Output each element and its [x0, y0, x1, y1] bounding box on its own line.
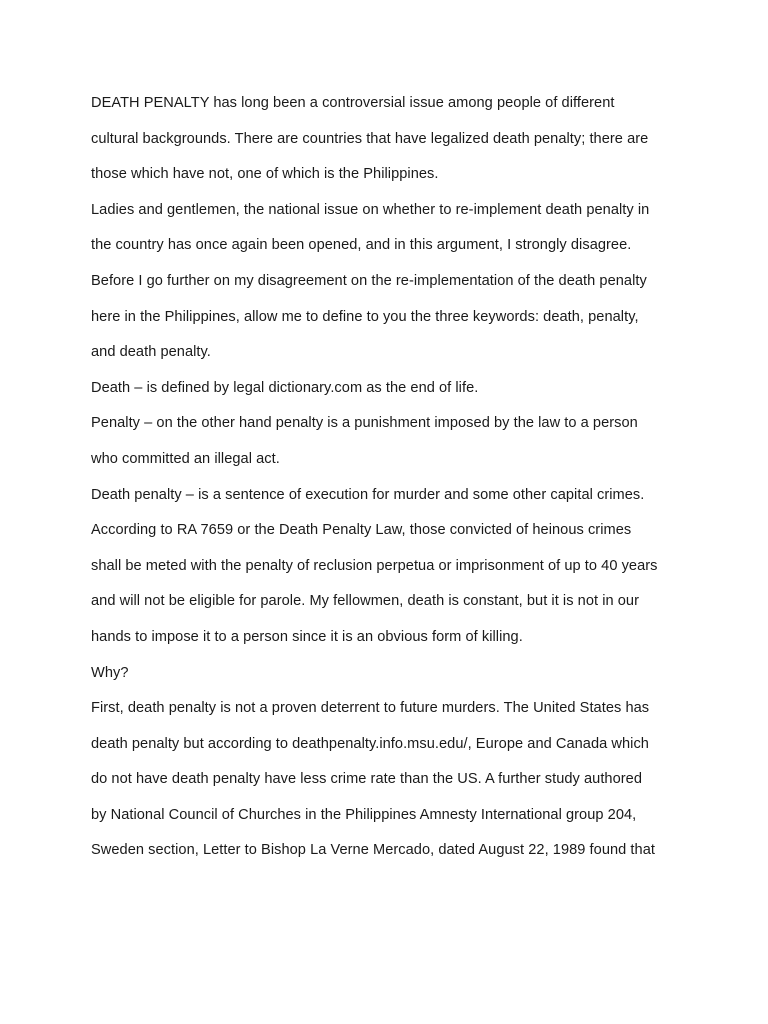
text-line: those which have not, one of which is the Philippines.: [91, 166, 439, 183]
text-line: cultural backgrounds. There are countries that have legalized death penalty; there are: [91, 130, 649, 147]
text-line: Before I go further on my disagreement on the re-implementation of the death penalty: [91, 272, 647, 289]
text-line: the country has once again been opened, and in this argument, I strongly disagree.: [91, 237, 632, 254]
text-line: by National Council of Churches in the Philippines Amnesty International group 204,: [91, 806, 637, 823]
text-line: Penalty – on the other hand penalty is a punishment imposed by the law to a person: [91, 415, 638, 432]
text-line: and death penalty.: [91, 344, 211, 361]
text-line: Death – is defined by legal dictionary.com as the end of life.: [91, 379, 479, 396]
text-line: hands to impose it to a person since it is an obvious form of killing.: [91, 628, 523, 645]
text-line: Sweden section, Letter to Bishop La Verne Mercado, dated August 22, 1989 found that: [91, 842, 655, 859]
text-line: here in the Philippines, allow me to define to you the three keywords: death, penalty,: [91, 308, 639, 325]
text-line: death penalty but according to deathpenalty.info.msu.edu/, Europe and Canada which: [91, 735, 649, 752]
text-line: and will not be eligible for parole. My fellowmen, death is constant, but it is not in our: [91, 593, 640, 610]
text-line: who committed an illegal act.: [91, 450, 280, 467]
text-line: Ladies and gentlemen, the national issue on whether to re-implement death penalty in: [91, 201, 650, 218]
text-line: Why?: [91, 664, 129, 681]
text-line: Death penalty – is a sentence of execution for murder and some other capital crimes.: [91, 486, 645, 503]
text-line: shall be meted with the penalty of reclusion perpetua or imprisonment of up to 40 years: [91, 557, 658, 574]
text-line: DEATH PENALTY has long been a controversial issue among people of different: [91, 95, 615, 111]
text-line: According to RA 7659 or the Death Penalty Law, those convicted of heinous crimes: [91, 522, 632, 539]
text-line: First, death penalty is not a proven deterrent to future murders. The United States has: [91, 700, 650, 717]
text-line: do not have death penalty have less crime rate than the US. A further study authored: [91, 771, 642, 788]
